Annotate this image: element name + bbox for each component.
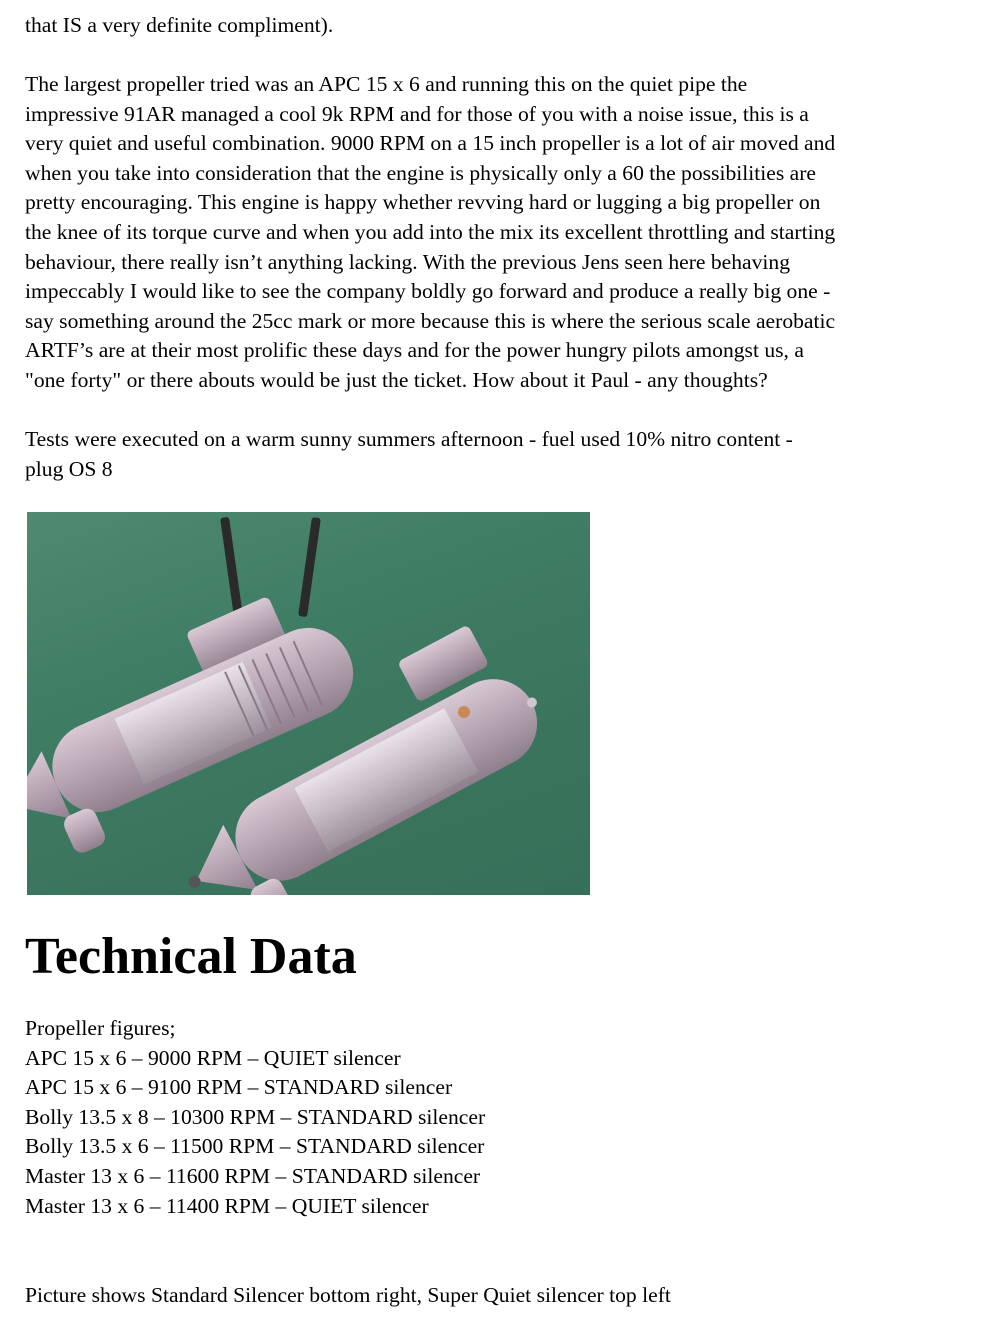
text-line: Tests were executed on a warm sunny summers afternoon - fuel used 10% nitro content - (25, 427, 793, 451)
propeller-figure-row: Master 13 x 6 – 11400 RPM – QUIET silencer (25, 1193, 429, 1218)
silencers-photo (27, 512, 590, 895)
text-line: impeccably I would like to see the company boldly go forward and produce a really big one - (25, 279, 831, 304)
text-line: say something around the 25cc mark or more because this is where the serious scale aerobatic (25, 308, 836, 333)
text-line: plug OS 8 (25, 456, 113, 481)
propeller-figure-row: Master 13 x 6 – 11600 RPM – STANDARD silencer (25, 1163, 481, 1188)
text-line: pretty encouraging. This engine is happy whether revving hard or lugging a big propeller on (25, 190, 821, 215)
silencers-illustration (27, 512, 590, 895)
propeller-figure-row: APC 15 x 6 – 9100 RPM – STANDARD silencer (25, 1075, 453, 1100)
text-line: ARTF’s are at their most prolific these days and for the power hungry pilots amongst us, a (25, 338, 804, 363)
text-line: very quiet and useful combination. 9000 RPM on a 15 inch propeller is a lot of air moved and (25, 131, 836, 156)
intro-tail-paragraph (25, 11, 995, 41)
propeller-figure-row: Bolly 13.5 x 8 – 10300 RPM – STANDARD silencer (25, 1104, 486, 1129)
text-line: that IS a very definite compliment). (25, 13, 334, 37)
text-line: behaviour, there really isn’t anything lacking. With the previous Jens seen here behaving (25, 249, 791, 274)
text-line: The largest propeller tried was an APC 15 x 6 and running this on the quiet pipe the (25, 72, 748, 96)
text-line: when you take into consideration that the engine is physically only a 60 the possibilities are (25, 160, 816, 185)
propeller-paragraph (25, 70, 995, 396)
propeller-figures-list (25, 1014, 485, 1221)
photo-caption: Picture shows Standard Silencer bottom right, Super Quiet silencer top left (25, 1283, 671, 1307)
technical-data-heading: Technical Data (25, 928, 357, 985)
text-line: impressive 91AR managed a cool 9k RPM and for those of you with a noise issue, this is a (25, 101, 809, 126)
propeller-figure-row: Bolly 13.5 x 6 – 11500 RPM – STANDARD silencer (25, 1134, 485, 1159)
text-line: "one forty" or there abouts would be just the ticket. How about it Paul - any thoughts? (25, 367, 768, 392)
test-conditions-paragraph (25, 425, 995, 484)
text-line: the knee of its torque curve and when you add into the mix its excellent throttling and starting (25, 219, 836, 244)
propeller-figures-intro: Propeller figures; (25, 1016, 176, 1040)
propeller-figure-row: APC 15 x 6 – 9000 RPM – QUIET silencer (25, 1045, 401, 1070)
